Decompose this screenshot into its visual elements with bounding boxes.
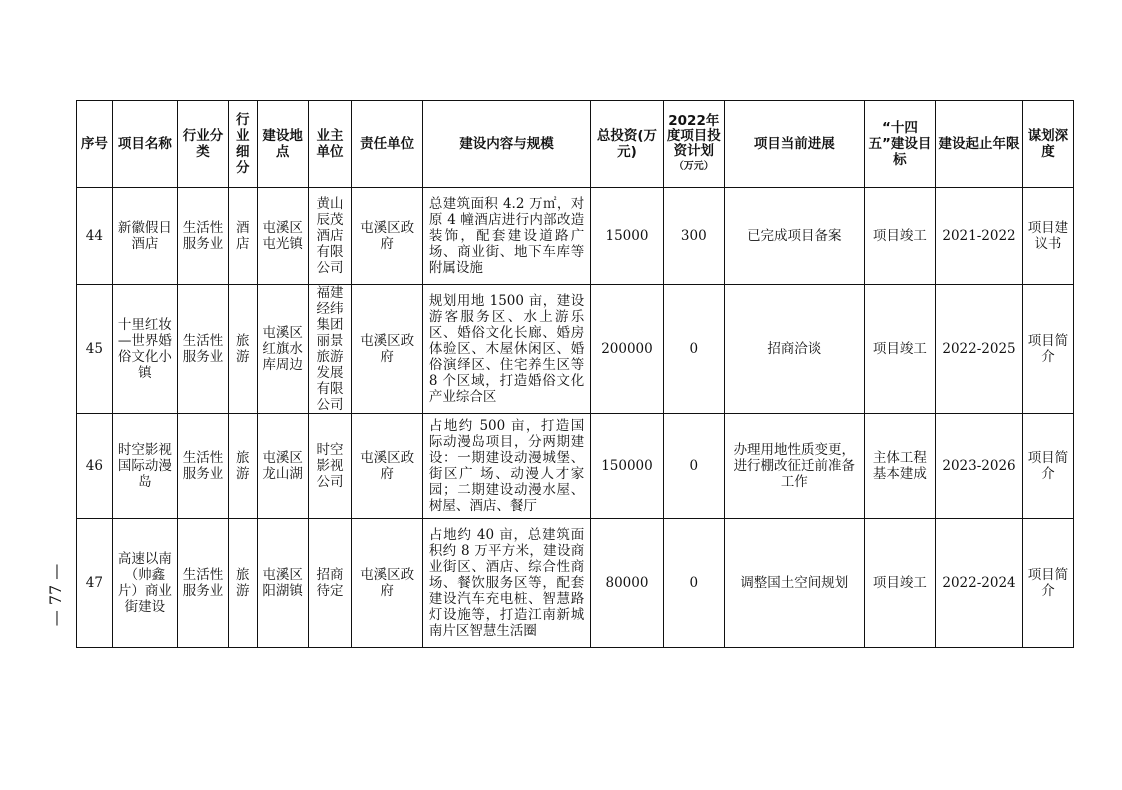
cell-content: 规划用地 1500 亩，建设游客服务区、水上游乐区、婚俗文化长廊、婚房体验区、木屋休闲区、婚俗演绎区、住宅养生区等 8 个区域，打造婚俗文化产业综合区 (422, 285, 590, 414)
cell-owner: 福建经纬集团丽景旅游发展有限公司 (308, 285, 352, 414)
header-depth: 谋划深度 (1022, 101, 1073, 188)
cell-goal: 项目竣工 (864, 285, 935, 414)
cell-industry: 生活性服务业 (178, 519, 229, 648)
cell-sub-industry: 旅游 (229, 519, 258, 648)
cell-owner: 时空影视公司 (308, 414, 352, 519)
page-number: — 77 — (46, 563, 65, 627)
cell-progress: 调整国土空间规划 (724, 519, 864, 648)
cell-location: 屯溪区阳湖镇 (257, 519, 308, 648)
cell-location: 屯溪区屯光镇 (257, 188, 308, 285)
cell-name: 时空影视国际动漫岛 (112, 414, 177, 519)
cell-depth: 项目简介 (1022, 414, 1073, 519)
cell-name: 高速以南（帅鑫片）商业街建设 (112, 519, 177, 648)
header-plan-2022 (663, 101, 724, 188)
header-progress: 项目当前进展 (724, 101, 864, 188)
cell-total-invest: 150000 (591, 414, 663, 519)
cell-plan-2022: 0 (663, 285, 724, 414)
cell-goal: 项目竣工 (864, 188, 935, 285)
header-goal: “十四五”建设目标 (864, 101, 935, 188)
cell-plan-2022: 0 (663, 519, 724, 648)
cell-responsible: 屯溪区政府 (352, 414, 422, 519)
cell-plan-2022: 300 (663, 188, 724, 285)
cell-owner: 招商待定 (308, 519, 352, 648)
cell-period: 2022-2024 (936, 519, 1023, 648)
cell-progress: 办理用地性质变更，进行棚改征迁前准备工作 (724, 414, 864, 519)
cell-responsible: 屯溪区政府 (352, 188, 422, 285)
header-row (77, 101, 1074, 188)
cell-plan-2022: 0 (663, 414, 724, 519)
cell-seq: 45 (77, 285, 113, 414)
table-row (77, 414, 1074, 519)
cell-content: 总建筑面积 4.2 万㎡，对原 4 幢酒店进行内部改造装饰，配套建设道路广场、商业街、地下车库等附属设施 (422, 188, 590, 285)
cell-total-invest: 80000 (591, 519, 663, 648)
header-owner: 业主单位 (308, 101, 352, 188)
cell-owner: 黄山辰茂酒店有限公司 (308, 188, 352, 285)
header-total-invest: 总投资(万元) (591, 101, 663, 188)
cell-period: 2022-2025 (936, 285, 1023, 414)
header-name: 项目名称 (112, 101, 177, 188)
cell-period: 2021-2022 (936, 188, 1023, 285)
cell-sub-industry: 旅游 (229, 285, 258, 414)
cell-content: 占地约 500 亩，打造国际动漫岛项目，分两期建设：一期建设动漫城堡、街区广 场、动漫人才家园；二期建设动漫水屋、树屋、酒店、餐厅 (422, 414, 590, 519)
header-period: 建设起止年限 (936, 101, 1023, 188)
header-plan-2022-label: 2022年度项目投资计划 (666, 113, 721, 159)
cell-industry: 生活性服务业 (178, 188, 229, 285)
header-content: 建设内容与规模 (422, 101, 590, 188)
cell-total-invest: 200000 (591, 285, 663, 414)
cell-industry: 生活性服务业 (178, 414, 229, 519)
cell-name: 新徽假日酒店 (112, 188, 177, 285)
cell-sub-industry: 酒店 (229, 188, 258, 285)
cell-name: 十里红妆—世界婚俗文化小镇 (112, 285, 177, 414)
cell-depth: 项目简介 (1022, 519, 1073, 648)
cell-total-invest: 15000 (591, 188, 663, 285)
cell-location: 屯溪区龙山湖 (257, 414, 308, 519)
header-location: 建设地点 (257, 101, 308, 188)
cell-seq: 44 (77, 188, 113, 285)
cell-seq: 47 (77, 519, 113, 648)
table-row (77, 285, 1074, 414)
header-seq: 序号 (77, 101, 113, 188)
project-table (76, 100, 1074, 648)
table-row (77, 188, 1074, 285)
cell-industry: 生活性服务业 (178, 285, 229, 414)
cell-depth: 项目建议书 (1022, 188, 1073, 285)
cell-seq: 46 (77, 414, 113, 519)
header-plan-2022-unit: （万元） (673, 161, 714, 172)
cell-sub-industry: 旅游 (229, 414, 258, 519)
header-industry: 行业分类 (178, 101, 229, 188)
cell-responsible: 屯溪区政府 (352, 519, 422, 648)
cell-goal: 主体工程基本建成 (864, 414, 935, 519)
cell-period: 2023-2026 (936, 414, 1023, 519)
cell-progress: 已完成项目备案 (724, 188, 864, 285)
cell-progress: 招商洽谈 (724, 285, 864, 414)
cell-location: 屯溪区红旗水库周边 (257, 285, 308, 414)
header-sub-industry: 行业细分 (229, 101, 258, 188)
cell-depth: 项目简介 (1022, 285, 1073, 414)
cell-responsible: 屯溪区政府 (352, 285, 422, 414)
cell-goal: 项目竣工 (864, 519, 935, 648)
header-responsible: 责任单位 (352, 101, 422, 188)
table-row (77, 519, 1074, 648)
cell-content: 占地约 40 亩，总建筑面积约 8 万平方米，建设商业街区、酒店、综合性商场、餐饮服务区等，配套建设汽车充电桩、智慧路灯设施等，打造江南新城南片区智慧生活圈 (422, 519, 590, 648)
